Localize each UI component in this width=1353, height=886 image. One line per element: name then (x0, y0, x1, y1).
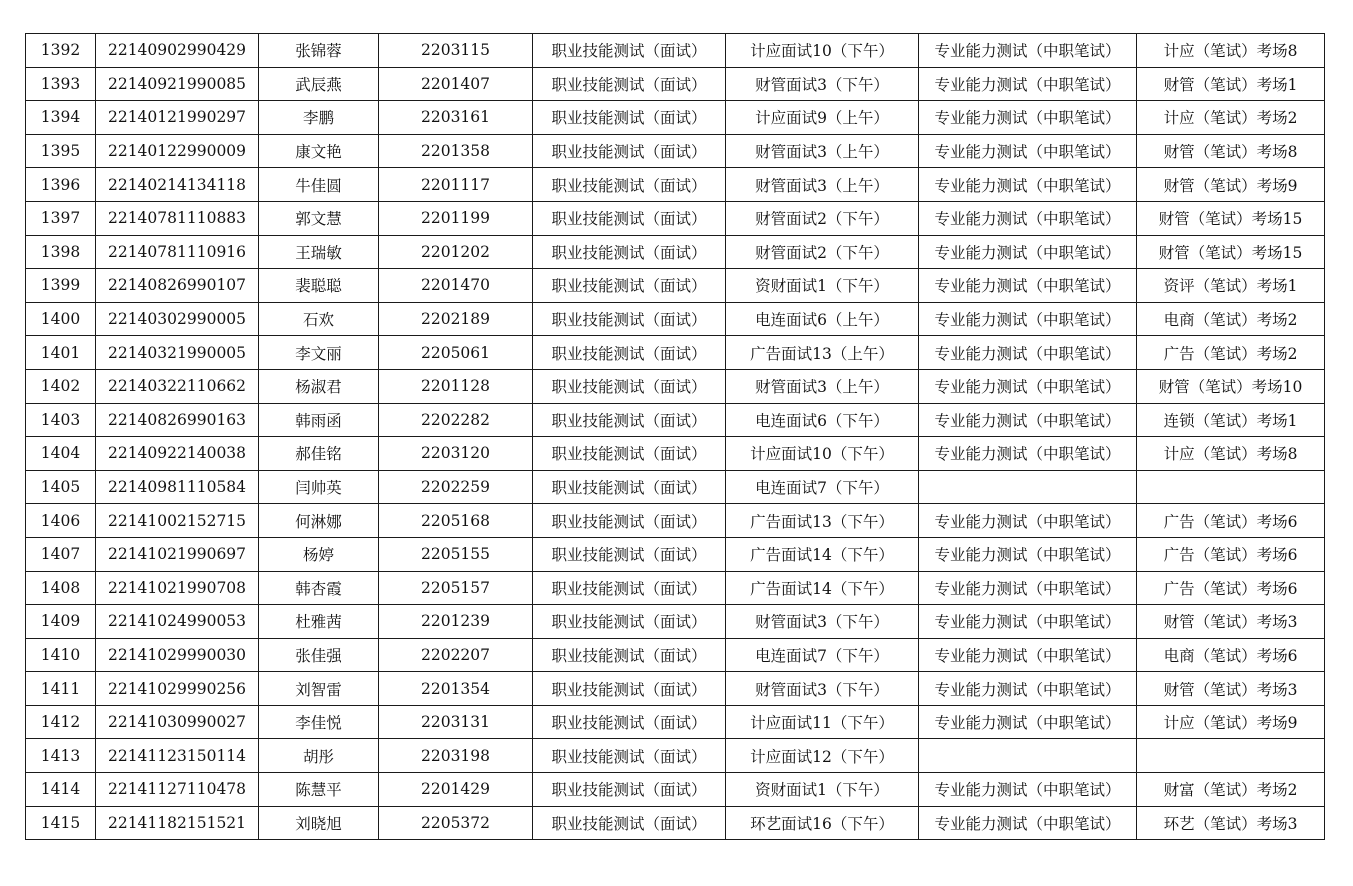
test-two-room-cell: 财管（笔试）考场3 (1137, 605, 1325, 639)
test-one-room-cell: 广告面试14（下午） (726, 537, 919, 571)
candidate-id-cell: 22141123150114 (96, 739, 259, 773)
test-two-room-cell: 连锁（笔试）考场1 (1137, 403, 1325, 437)
candidate-id-cell: 22141029990256 (96, 672, 259, 706)
test-one-cell: 职业技能测试（面试） (533, 605, 726, 639)
ticket-number-cell: 2201199 (379, 201, 533, 235)
test-two-cell: 专业能力测试（中职笔试） (919, 302, 1137, 336)
name-cell: 康文艳 (259, 134, 379, 168)
test-two-cell: 专业能力测试（中职笔试） (919, 537, 1137, 571)
test-one-room-cell: 计应面试10（下午） (726, 437, 919, 471)
test-one-room-cell: 财管面试3（上午） (726, 134, 919, 168)
candidate-id-cell: 22140902990429 (96, 34, 259, 68)
name-cell: 王瑞敏 (259, 235, 379, 269)
table-row (26, 672, 1325, 706)
ticket-number-cell: 2201128 (379, 369, 533, 403)
name-cell: 刘晓旭 (259, 806, 379, 840)
test-one-cell: 职业技能测试（面试） (533, 336, 726, 370)
ticket-number-cell: 2201407 (379, 67, 533, 101)
table-row (26, 336, 1325, 370)
candidate-id-cell: 22140921990085 (96, 67, 259, 101)
test-one-cell: 职业技能测试（面试） (533, 638, 726, 672)
table-row (26, 571, 1325, 605)
serial-cell: 1413 (26, 739, 96, 773)
test-two-room-cell: 财管（笔试）考场15 (1137, 201, 1325, 235)
test-two-cell: 专业能力测试（中职笔试） (919, 134, 1137, 168)
name-cell: 李文丽 (259, 336, 379, 370)
name-cell: 李鹏 (259, 101, 379, 135)
ticket-number-cell: 2201117 (379, 168, 533, 202)
serial-cell: 1399 (26, 269, 96, 303)
serial-cell: 1403 (26, 403, 96, 437)
test-two-cell: 专业能力测试（中职笔试） (919, 369, 1137, 403)
test-two-room-cell: 财管（笔试）考场15 (1137, 235, 1325, 269)
serial-cell: 1409 (26, 605, 96, 639)
test-two-room-cell: 广告（笔试）考场2 (1137, 336, 1325, 370)
serial-cell: 1405 (26, 470, 96, 504)
test-two-room-cell: 财管（笔试）考场3 (1137, 672, 1325, 706)
test-one-cell: 职业技能测试（面试） (533, 705, 726, 739)
test-one-room-cell: 广告面试14（下午） (726, 571, 919, 605)
exam-arrangement-sheet (25, 33, 1325, 840)
test-two-cell (919, 739, 1137, 773)
test-two-room-cell: 电商（笔试）考场6 (1137, 638, 1325, 672)
candidate-id-cell: 22141024990053 (96, 605, 259, 639)
name-cell: 韩雨函 (259, 403, 379, 437)
name-cell: 陈慧平 (259, 773, 379, 807)
table-row (26, 369, 1325, 403)
test-one-room-cell: 财管面试3（上午） (726, 168, 919, 202)
serial-cell: 1411 (26, 672, 96, 706)
table-row (26, 34, 1325, 68)
serial-cell: 1401 (26, 336, 96, 370)
candidate-id-cell: 22141021990708 (96, 571, 259, 605)
test-two-cell (919, 470, 1137, 504)
name-cell: 刘智雷 (259, 672, 379, 706)
candidate-id-cell: 22141182151521 (96, 806, 259, 840)
name-cell: 裴聪聪 (259, 269, 379, 303)
test-two-cell: 专业能力测试（中职笔试） (919, 168, 1137, 202)
test-one-cell: 职业技能测试（面试） (533, 806, 726, 840)
name-cell: 何淋娜 (259, 504, 379, 538)
candidate-id-cell: 22141021990697 (96, 537, 259, 571)
test-two-cell: 专业能力测试（中职笔试） (919, 437, 1137, 471)
test-two-cell: 专业能力测试（中职笔试） (919, 773, 1137, 807)
ticket-number-cell: 2201202 (379, 235, 533, 269)
table-row (26, 269, 1325, 303)
ticket-number-cell: 2202259 (379, 470, 533, 504)
table-row (26, 470, 1325, 504)
test-two-room-cell: 财富（笔试）考场2 (1137, 773, 1325, 807)
name-cell: 胡彤 (259, 739, 379, 773)
test-one-cell: 职业技能测试（面试） (533, 34, 726, 68)
serial-cell: 1406 (26, 504, 96, 538)
name-cell: 石欢 (259, 302, 379, 336)
test-two-room-cell: 计应（笔试）考场2 (1137, 101, 1325, 135)
name-cell: 郭文慧 (259, 201, 379, 235)
test-two-room-cell: 财管（笔试）考场1 (1137, 67, 1325, 101)
ticket-number-cell: 2201354 (379, 672, 533, 706)
test-two-cell: 专业能力测试（中职笔试） (919, 705, 1137, 739)
serial-cell: 1398 (26, 235, 96, 269)
candidate-id-cell: 22140122990009 (96, 134, 259, 168)
table-row (26, 67, 1325, 101)
test-two-room-cell: 财管（笔试）考场8 (1137, 134, 1325, 168)
candidate-id-cell: 22141002152715 (96, 504, 259, 538)
test-one-room-cell: 电连面试7（下午） (726, 638, 919, 672)
serial-cell: 1410 (26, 638, 96, 672)
test-two-room-cell: 财管（笔试）考场9 (1137, 168, 1325, 202)
test-one-cell: 职业技能测试（面试） (533, 67, 726, 101)
test-two-cell: 专业能力测试（中职笔试） (919, 235, 1137, 269)
candidate-id-cell: 22140781110916 (96, 235, 259, 269)
test-one-cell: 职业技能测试（面试） (533, 302, 726, 336)
test-one-room-cell: 资财面试1（下午） (726, 773, 919, 807)
candidate-id-cell: 22140826990107 (96, 269, 259, 303)
table-row (26, 806, 1325, 840)
candidate-id-cell: 22141030990027 (96, 705, 259, 739)
table-row (26, 403, 1325, 437)
test-one-cell: 职业技能测试（面试） (533, 134, 726, 168)
test-one-room-cell: 广告面试13（下午） (726, 504, 919, 538)
ticket-number-cell: 2205155 (379, 537, 533, 571)
test-one-cell: 职业技能测试（面试） (533, 403, 726, 437)
name-cell: 李佳悦 (259, 705, 379, 739)
test-one-cell: 职业技能测试（面试） (533, 369, 726, 403)
test-two-room-cell: 广告（笔试）考场6 (1137, 571, 1325, 605)
ticket-number-cell: 2202282 (379, 403, 533, 437)
test-two-room-cell: 计应（笔试）考场9 (1137, 705, 1325, 739)
serial-cell: 1400 (26, 302, 96, 336)
test-one-cell: 职业技能测试（面试） (533, 201, 726, 235)
candidate-id-cell: 22140781110883 (96, 201, 259, 235)
test-one-room-cell: 计应面试10（下午） (726, 34, 919, 68)
name-cell: 杜雅茜 (259, 605, 379, 639)
exam-arrangement-table (25, 33, 1325, 840)
ticket-number-cell: 2203161 (379, 101, 533, 135)
test-one-cell: 职业技能测试（面试） (533, 168, 726, 202)
test-one-cell: 职业技能测试（面试） (533, 101, 726, 135)
test-one-room-cell: 资财面试1（下午） (726, 269, 919, 303)
test-two-room-cell (1137, 470, 1325, 504)
ticket-number-cell: 2202189 (379, 302, 533, 336)
test-one-room-cell: 计应面试9（上午） (726, 101, 919, 135)
candidate-id-cell: 22140302990005 (96, 302, 259, 336)
test-two-room-cell: 广告（笔试）考场6 (1137, 504, 1325, 538)
ticket-number-cell: 2203115 (379, 34, 533, 68)
test-two-cell: 专业能力测试（中职笔试） (919, 504, 1137, 538)
table-row (26, 739, 1325, 773)
name-cell: 郝佳铭 (259, 437, 379, 471)
candidate-id-cell: 22140922140038 (96, 437, 259, 471)
test-one-room-cell: 广告面试13（上午） (726, 336, 919, 370)
test-one-room-cell: 财管面试3（下午） (726, 672, 919, 706)
test-one-room-cell: 财管面试3（下午） (726, 67, 919, 101)
ticket-number-cell: 2203198 (379, 739, 533, 773)
serial-cell: 1392 (26, 34, 96, 68)
table-row (26, 235, 1325, 269)
table-row (26, 168, 1325, 202)
table-row (26, 437, 1325, 471)
test-two-cell: 专业能力测试（中职笔试） (919, 101, 1137, 135)
name-cell: 张佳强 (259, 638, 379, 672)
test-one-cell: 职业技能测试（面试） (533, 773, 726, 807)
test-two-cell: 专业能力测试（中职笔试） (919, 201, 1137, 235)
serial-cell: 1415 (26, 806, 96, 840)
test-two-room-cell: 计应（笔试）考场8 (1137, 34, 1325, 68)
test-two-cell: 专业能力测试（中职笔试） (919, 638, 1137, 672)
test-two-cell: 专业能力测试（中职笔试） (919, 67, 1137, 101)
serial-cell: 1408 (26, 571, 96, 605)
test-one-room-cell: 环艺面试16（下午） (726, 806, 919, 840)
serial-cell: 1394 (26, 101, 96, 135)
table-row (26, 537, 1325, 571)
test-one-cell: 职业技能测试（面试） (533, 269, 726, 303)
candidate-id-cell: 22141127110478 (96, 773, 259, 807)
test-one-room-cell: 财管面试3（下午） (726, 605, 919, 639)
candidate-id-cell: 22140322110662 (96, 369, 259, 403)
ticket-number-cell: 2205168 (379, 504, 533, 538)
ticket-number-cell: 2205157 (379, 571, 533, 605)
candidate-id-cell: 22140121990297 (96, 101, 259, 135)
serial-cell: 1404 (26, 437, 96, 471)
ticket-number-cell: 2203131 (379, 705, 533, 739)
table-row (26, 134, 1325, 168)
serial-cell: 1402 (26, 369, 96, 403)
test-two-room-cell: 计应（笔试）考场8 (1137, 437, 1325, 471)
name-cell: 张锦蓉 (259, 34, 379, 68)
serial-cell: 1396 (26, 168, 96, 202)
serial-cell: 1393 (26, 67, 96, 101)
name-cell: 韩杏霞 (259, 571, 379, 605)
name-cell: 武辰燕 (259, 67, 379, 101)
test-one-cell: 职业技能测试（面试） (533, 571, 726, 605)
test-one-cell: 职业技能测试（面试） (533, 537, 726, 571)
candidate-id-cell: 22140981110584 (96, 470, 259, 504)
candidate-id-cell: 22140321990005 (96, 336, 259, 370)
test-two-cell: 专业能力测试（中职笔试） (919, 605, 1137, 639)
candidate-id-cell: 22140826990163 (96, 403, 259, 437)
test-one-cell: 职业技能测试（面试） (533, 504, 726, 538)
table-row (26, 201, 1325, 235)
candidate-id-cell: 22140214134118 (96, 168, 259, 202)
test-two-cell: 专业能力测试（中职笔试） (919, 269, 1137, 303)
test-one-room-cell: 电连面试7（下午） (726, 470, 919, 504)
test-two-room-cell: 财管（笔试）考场10 (1137, 369, 1325, 403)
table-row (26, 101, 1325, 135)
test-one-room-cell: 计应面试11（下午） (726, 705, 919, 739)
test-one-cell: 职业技能测试（面试） (533, 672, 726, 706)
table-row (26, 705, 1325, 739)
test-two-room-cell (1137, 739, 1325, 773)
ticket-number-cell: 2205061 (379, 336, 533, 370)
test-one-cell: 职业技能测试（面试） (533, 437, 726, 471)
table-row (26, 302, 1325, 336)
test-one-room-cell: 财管面试3（上午） (726, 369, 919, 403)
ticket-number-cell: 2202207 (379, 638, 533, 672)
ticket-number-cell: 2205372 (379, 806, 533, 840)
test-two-cell: 专业能力测试（中职笔试） (919, 571, 1137, 605)
ticket-number-cell: 2201358 (379, 134, 533, 168)
test-one-cell: 职业技能测试（面试） (533, 235, 726, 269)
test-two-room-cell: 电商（笔试）考场2 (1137, 302, 1325, 336)
table-body (26, 34, 1325, 840)
test-two-room-cell: 环艺（笔试）考场3 (1137, 806, 1325, 840)
test-two-cell: 专业能力测试（中职笔试） (919, 34, 1137, 68)
test-two-room-cell: 广告（笔试）考场6 (1137, 537, 1325, 571)
test-one-room-cell: 财管面试2（下午） (726, 201, 919, 235)
name-cell: 杨淑君 (259, 369, 379, 403)
test-one-room-cell: 电连面试6（上午） (726, 302, 919, 336)
ticket-number-cell: 2201239 (379, 605, 533, 639)
name-cell: 杨婷 (259, 537, 379, 571)
name-cell: 闫帅英 (259, 470, 379, 504)
name-cell: 牛佳圆 (259, 168, 379, 202)
table-row (26, 504, 1325, 538)
serial-cell: 1397 (26, 201, 96, 235)
ticket-number-cell: 2201470 (379, 269, 533, 303)
test-one-cell: 职业技能测试（面试） (533, 739, 726, 773)
test-one-room-cell: 计应面试12（下午） (726, 739, 919, 773)
ticket-number-cell: 2203120 (379, 437, 533, 471)
serial-cell: 1412 (26, 705, 96, 739)
test-two-cell: 专业能力测试（中职笔试） (919, 336, 1137, 370)
serial-cell: 1395 (26, 134, 96, 168)
candidate-id-cell: 22141029990030 (96, 638, 259, 672)
test-one-room-cell: 财管面试2（下午） (726, 235, 919, 269)
serial-cell: 1407 (26, 537, 96, 571)
test-two-cell: 专业能力测试（中职笔试） (919, 403, 1137, 437)
test-two-cell: 专业能力测试（中职笔试） (919, 672, 1137, 706)
table-row (26, 605, 1325, 639)
serial-cell: 1414 (26, 773, 96, 807)
table-row (26, 773, 1325, 807)
table-row (26, 638, 1325, 672)
test-two-room-cell: 资评（笔试）考场1 (1137, 269, 1325, 303)
test-one-room-cell: 电连面试6（下午） (726, 403, 919, 437)
ticket-number-cell: 2201429 (379, 773, 533, 807)
test-one-cell: 职业技能测试（面试） (533, 470, 726, 504)
test-two-cell: 专业能力测试（中职笔试） (919, 806, 1137, 840)
